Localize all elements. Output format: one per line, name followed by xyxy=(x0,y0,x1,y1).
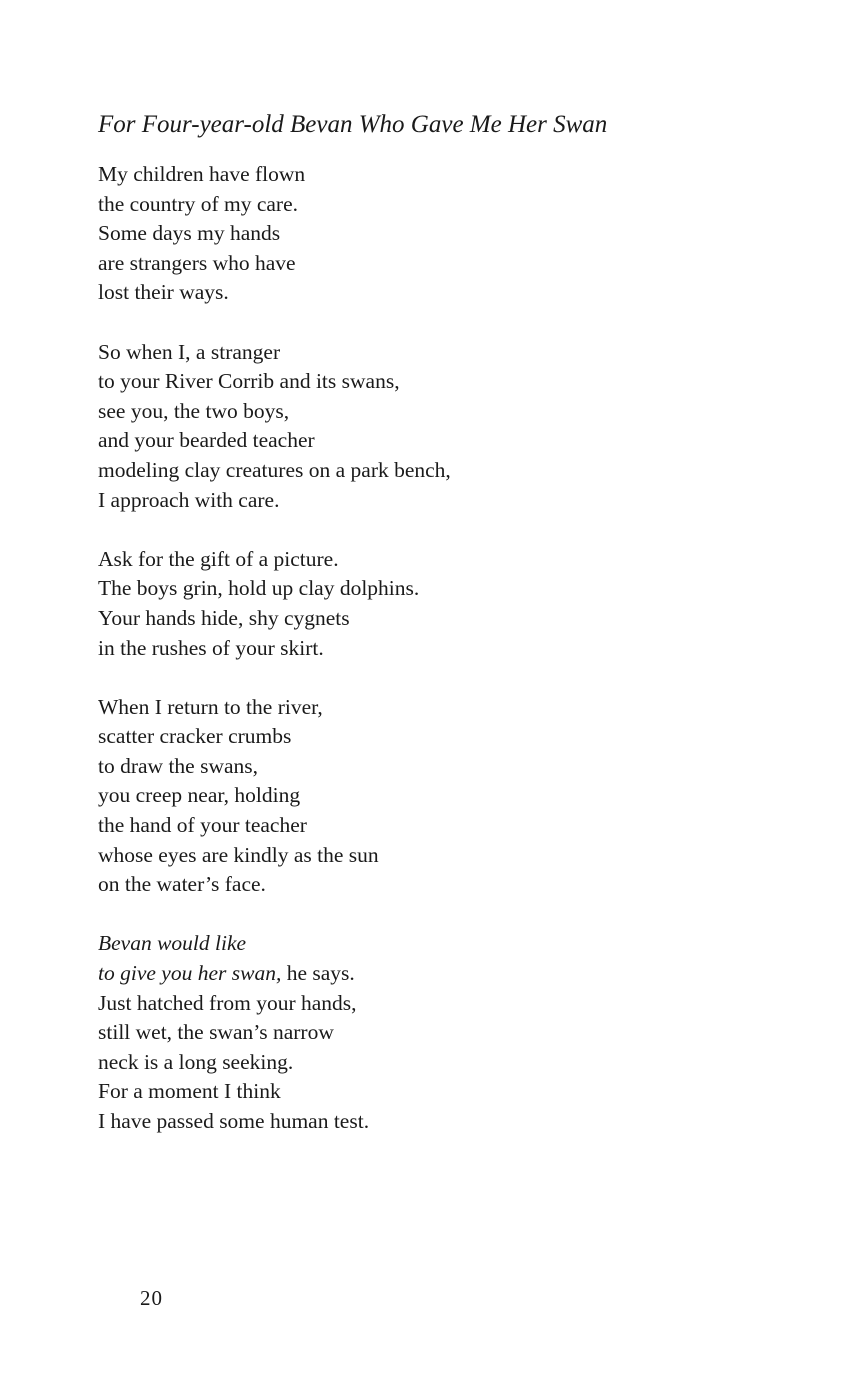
poem-line: Some days my hands xyxy=(98,221,281,246)
italic-quote: to give you her swan, xyxy=(98,961,282,986)
poem-line: and your bearded teacher xyxy=(98,428,315,453)
poem-line: on the water’s face. xyxy=(98,872,266,897)
poem-line: the hand of your teacher xyxy=(98,813,307,838)
poem-line: My children have flown xyxy=(98,162,306,186)
poem-line: are strangers who have xyxy=(98,250,296,275)
poem-line xyxy=(98,959,798,989)
stanza-4 xyxy=(98,693,798,900)
poem-line: The boys grin, hold up clay dolphins. xyxy=(98,576,420,601)
poem-line: in the rushes of your skirt. xyxy=(98,635,324,660)
poem-line: the country of my care. xyxy=(98,191,298,216)
poem-line: For a moment I think xyxy=(98,1079,281,1104)
stanza-2 xyxy=(98,338,798,516)
poem-line: to your River Corrib and its swans, xyxy=(98,369,400,394)
poem-body xyxy=(98,160,798,1166)
quote-attribution: he says. xyxy=(281,961,355,986)
poem-line-italic: Bevan would like xyxy=(98,931,247,956)
poem-line: still wet, the swan’s narrow xyxy=(98,1020,334,1045)
stanza-3 xyxy=(98,545,798,663)
poem-line: see you, the two boys, xyxy=(98,398,290,423)
poem-line: lost their ways. xyxy=(98,280,229,305)
poem-line: neck is a long seeking. xyxy=(98,1049,294,1074)
poem-line: to draw the swans, xyxy=(98,753,259,778)
poem-line: modeling clay creatures on a park bench, xyxy=(98,457,451,482)
poem-line: Your hands hide, shy cygnets xyxy=(98,605,350,630)
poem-line: scatter cracker crumbs xyxy=(98,724,292,749)
poem-line: you creep near, holding xyxy=(98,783,301,808)
poem-line: whose eyes are kindly as the sun xyxy=(98,842,379,867)
poem-title: For Four-year-old Bevan Who Gave Me Her Swan xyxy=(98,111,608,138)
poem-line: Just hatched from your hands, xyxy=(98,990,357,1015)
poem-line: Ask for the gift of a picture. xyxy=(98,546,339,571)
stanza-1 xyxy=(98,160,798,308)
poem-line: I have passed some human test. xyxy=(98,1109,370,1133)
poem-line: I approach with care. xyxy=(98,487,280,512)
poem-line: When I return to the river, xyxy=(98,694,323,719)
stanza-5 xyxy=(98,929,798,1136)
page-number: 20 xyxy=(140,1286,163,1310)
poem-line: So when I, a stranger xyxy=(98,339,281,364)
